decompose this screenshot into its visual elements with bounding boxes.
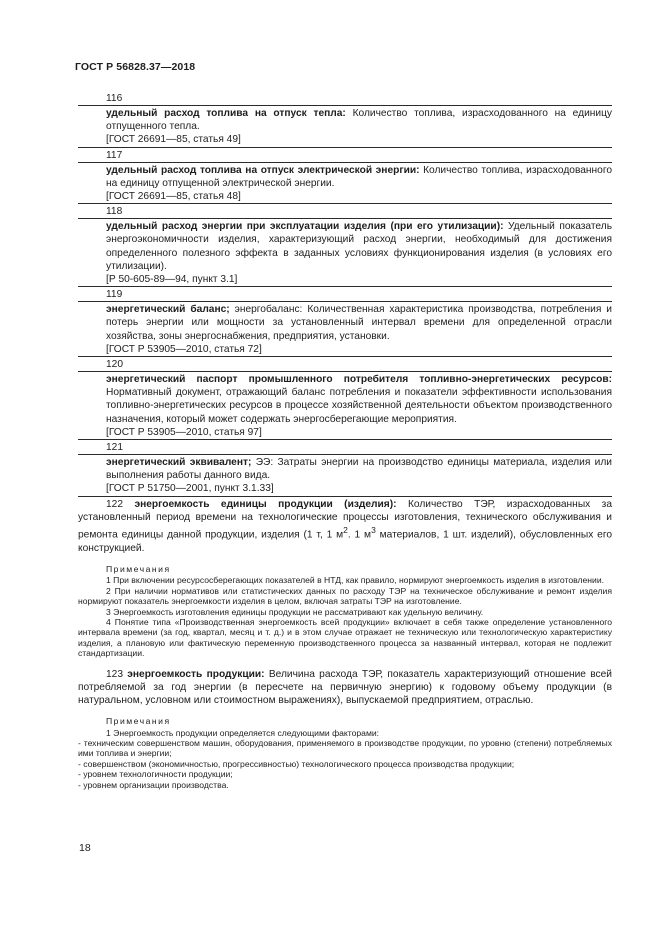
term-definition (78, 456, 612, 482)
page-number: 18 (79, 842, 91, 854)
definition-text: Удельный показатель энергоэкономичности изделия, характеризующий расход энергии, необходимый для достижения определенного полезного эффекта в заданных условиях функционирования изделия (в условиях его утилизации). (106, 221, 613, 272)
note-item: - уровнем организации производства. (78, 779, 229, 790)
term-number: 122 (106, 498, 123, 510)
term-title: энергетический паспорт промышленного потребителя топливно-энергетических ресурсов: (106, 374, 612, 386)
term-number: 118 (106, 206, 123, 218)
definition-text: Количество топлива, израсходованного на единицу отпущенной электрической энергии. (106, 164, 612, 189)
term-box (78, 105, 612, 148)
term-entry-116 (78, 92, 612, 148)
definition-text: Количество топлива, израсходованного на единицу отпущенного тепла. (106, 108, 613, 133)
term-title: энергоемкость продукции: (127, 668, 265, 680)
term-number: 119 (106, 289, 123, 301)
definition-text: энергобаланс: Количественная характеристика производства, потребления и потерь энергии или мощности за установленный интервал времени для определенной отрасли хозяйства, зоны энергоснабжения, предприятия, установки. (106, 304, 612, 342)
term-entry-123 (78, 668, 612, 708)
term-source: [ГОСТ Р 51750—2001, пункт 3.1.33] (106, 483, 274, 495)
term-source: [Р 50-605-89—94, пункт 3.1] (106, 274, 238, 286)
definition-text: Нормативный документ, отражающий баланс потребления и показатели эффективности использования топливно-энергетических ресурсов в процессе хозяйственной деятельности объектом производственного назначения, который может содержать энергосберегающие мероприятия. (106, 387, 612, 425)
definition-text: Величина расхода ТЭР, показатель характеризующий отношение всей потребляемой за год энергии (в пересчете на первичную энергию) к годовому объему продукции (в натуральном, условном или стоимостном выражениях), выпускаемой предприятием, отраслью. (78, 668, 612, 706)
term-box (78, 218, 612, 287)
definition-text: . 1 м (347, 529, 372, 541)
term-entry-119 (78, 288, 612, 357)
term-box (78, 454, 612, 497)
term-source: [ГОСТ Р 53905—2010, статья 97] (106, 426, 262, 438)
term-title: энергетический эквивалент; (106, 457, 252, 469)
note-item: 4 Понятие типа «Производственная энергоемкость всей продукции» включает в себя также определение установленного интервала времени (за год, квартал, месяц и т. д.) и в этом случае отражает не техническую или технологическую характеристику изделия, а плановую или фактическую переменную производственного процесса за названный интервал, которая не подлежит стандартизации. (78, 616, 612, 659)
term-entry-120 (78, 358, 612, 440)
definition-text: материалов, 1 шт. изделий), обусловленных его конструкцией. (78, 529, 612, 554)
superscript: 2 (343, 525, 348, 536)
term-box (78, 371, 612, 440)
term-box (78, 301, 612, 357)
term-entry-117 (78, 149, 612, 205)
term-number: 120 (106, 359, 123, 371)
term-definition (78, 107, 612, 133)
notes-block (78, 716, 612, 790)
term-definition (78, 220, 612, 273)
term-definition (78, 373, 612, 426)
notes-heading: Примечания (106, 716, 171, 727)
notes-heading: Примечания (106, 563, 171, 574)
notes-block (78, 564, 612, 659)
term-number: 123 (106, 668, 123, 680)
term-definition (78, 303, 612, 343)
superscript: 3 (371, 525, 376, 536)
term-box (78, 162, 612, 205)
definition-text: Количество ТЭР, израсходованных за установленный период времени на технологические процессы изготовления, технического обслуживания и ремонта единицы данной продукции, изделия (1 т, 1 м (78, 498, 613, 541)
term-title: удельный расход топлива на отпуск электрической энергии: (106, 164, 420, 176)
term-entry-122 (78, 498, 612, 555)
document-header: ГОСТ Р 56828.37—2018 (75, 61, 196, 73)
definition-text: ЭЭ: Затраты энергии на производство единицы материала, изделия или выполнения работы данного вида. (106, 457, 613, 482)
note-item: 1 Энергоемкость продукции определяется следующими факторами: (106, 727, 380, 738)
note-item: 3 Энергоемкость изготовления единицы продукции не рассматривают как удельную величину. (106, 606, 484, 617)
term-number: 117 (106, 149, 123, 161)
term-title: энергетический баланс; (106, 304, 230, 316)
term-title: удельный расход энергии при эксплуатации изделия (при его утилизации): (106, 221, 504, 233)
term-number: 116 (106, 93, 123, 104)
term-title: энергоемкость единицы продукции (изделия): (134, 498, 397, 510)
note-item: 1 При включении ресурсосберегающих показателей в НТД, как правило, нормируют энергоемкость изделия в изготовлении. (106, 575, 605, 586)
term-title: удельный расход топлива на отпуск тепла: (106, 108, 346, 119)
note-item: 2 При наличии нормативов или статистических данных по расходу ТЭР на техническое обслуживание и ремонт изделия нормируют показатель энергоемкости изделия в целом, включая затраты ТЭР на изготовление. (78, 585, 612, 607)
page-content (78, 92, 612, 790)
term-entry-121 (78, 441, 612, 497)
term-source: [ГОСТ 26691—85, статья 49] (106, 134, 241, 146)
term-definition (78, 164, 612, 190)
note-item: - совершенством (экономичностью, прогрессивностью) технологического процесса производства продукции; (78, 758, 515, 769)
term-source: [ГОСТ 26691—85, статья 48] (106, 191, 241, 203)
note-item: - уровнем технологичности продукции; (78, 769, 233, 780)
note-item: - техническим совершенством машин, оборудования, применяемого в производстве продукции, по уровню (степени) потребляемых ими топлива и энергии; (78, 737, 612, 759)
term-number: 121 (106, 442, 123, 454)
term-source: [ГОСТ Р 53905—2010, статья 72] (106, 343, 262, 355)
term-entry-118 (78, 205, 612, 287)
